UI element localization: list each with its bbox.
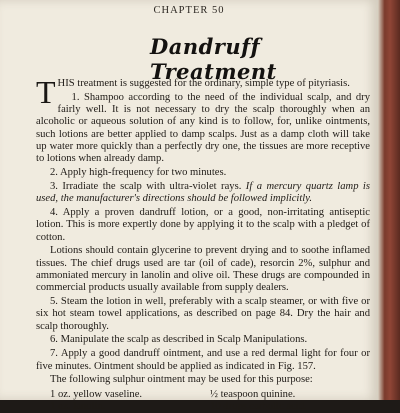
step-2: 2. Apply high-frequency for two minutes. [50, 167, 227, 179]
ingredient-list [36, 389, 370, 413]
step-3-main: 3. Irradiate the scalp with ultra-violet rays. [50, 180, 242, 192]
step-7: 7. Apply a good dandruff ointment, and use a red dermal light for four or five minutes. Ointment should be applied as indicated in Fig. 157. [36, 348, 370, 372]
step-4: 4. Apply a proven dandruff lotion, or a good, non-irritating antiseptic lotion. This is more expertly done by applying it to the scalp with a pledget of cotton. [36, 206, 370, 243]
page-title: Dandruff Treatment [150, 34, 277, 84]
body-text [36, 74, 370, 413]
intro-text: HIS treatment is suggested for the ordinary, simple type of pityriasis. [57, 78, 350, 89]
step-6: 6. Manipulate the scalp as described in Scalp Manipulations. [50, 334, 308, 346]
book-page-edge [378, 0, 400, 400]
drop-cap: T [36, 74, 56, 110]
chapter-header: CHAPTER 50 [153, 5, 225, 16]
step-3 [36, 181, 370, 206]
step-3-note: If a mercury quartz lamp is used, the manufacturer's directions should be followed implicitly. [36, 180, 370, 205]
ointment-intro: The following sulphur ointment may be used for this purpose: [50, 374, 313, 386]
ingredient-item: 1 oz. lanolin. [50, 400, 106, 412]
intro-paragraph [36, 74, 370, 110]
ingredient-item: ½ teaspoon quinine. [210, 388, 296, 400]
step-5: 5. Steam the lotion in well, preferably with a scalp steamer, or with five or six hot steam towel applications, as described on page 84. Dry the hair and scalp thoroughly. [36, 296, 370, 332]
ingredient-item: 1 oz. yellow vaseline. [50, 388, 143, 400]
ingredient-item: 10 drops carbolic acid. [210, 400, 307, 412]
step-1: 1. Shampoo according to the need of the individual scalp, and dry fairly well. It is not necessary to dry the scalp thoroughly when an alcoholic or aqueous solution of any kind is to follow, for, unlike ointments, such lotions are better applied to damp scalps. Just as a damp cloth will take up water more quickly than a perfectly dry one, the tissues are more receptive to lotions when already damp. [36, 91, 370, 165]
lotions-paragraph: Lotions should contain glycerine to prevent drying and to soothe inflamed tissues. The chief drugs used are tar (oil of cade), resorcin 2%, sulphur and ammoniated mercury in lanolin and olive oil. These drugs are compounded in commercial products usually available from supply dealers. [36, 245, 370, 294]
